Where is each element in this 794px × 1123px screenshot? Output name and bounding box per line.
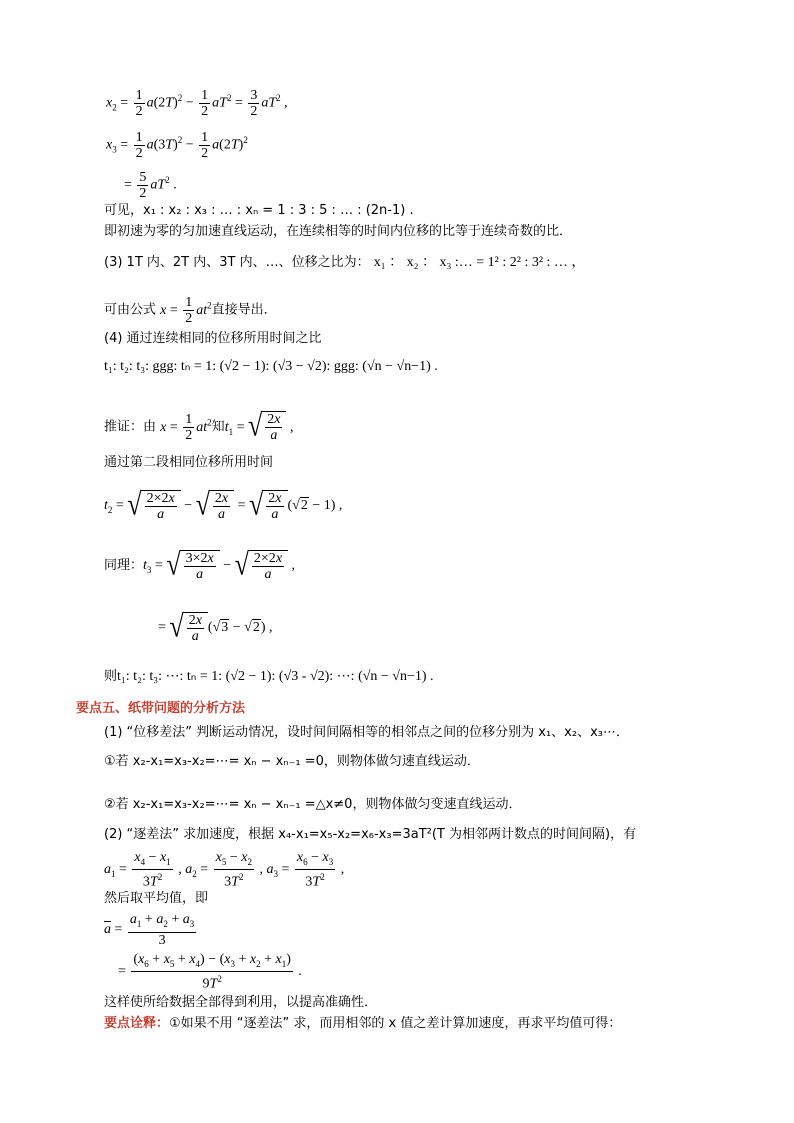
eq-a123: $a_1$ = $\frac{x_4 - x_1}{3T^2}$ , $a_2$ = $\frac{x_5 - x_2}{3T^2}$ , $a_3$ = $\frac{x_6 - x_3}{3T^2}$ , bbox=[104, 849, 345, 891]
precision-note: 这样使所给数据全部得到利用，以提高准确性． bbox=[104, 995, 378, 1010]
conclusion-ratio: 可见，x₁ : x₂ : x₃ : … : xₙ = 1 : 3 : 5 : … : (2n-1) . bbox=[104, 203, 414, 218]
displacement-diff-method: (1) “位移差法” 判断运动情况，设时间间隔相等的相邻点之间的位移分别为 x₁、x₂、x₃⋯． bbox=[104, 725, 629, 740]
average-intro: 然后取平均值，即 bbox=[104, 891, 209, 906]
final-ratio: 则t₁: t₂: t₃: ⋯: tₙ = 1: (√2 − 1): (√3 - √2): ⋯: (√n − √n−1) . bbox=[104, 669, 434, 684]
item3-text: (3) 1T 内、2T 内、3T 内、…、位移之比为： x₁ ： x₂ ： x₃ :… = 1² : 2² : 3² : … ， bbox=[104, 255, 586, 270]
proof-line: 推证：由 x = $\frac{1}{2}$ $at^2$知$t_1$ = √ $\frac{2x}{a}$ , bbox=[104, 408, 294, 444]
eq-avg: $\overline{a}$ = $\frac{a_1 + a_2 + a_3}{3}$ bbox=[104, 911, 195, 948]
eq-x2: $x_2$ = $\frac{1}{2}$ $a(2T)^2$ − $\frac{1}{2}$ $aT^2$ = $\frac{3}{2}$ $aT^2$ , bbox=[106, 87, 288, 119]
eq-x3-result: = $\frac{5}{2}$ $aT^2$ . bbox=[124, 169, 177, 201]
item3-formula: 可由公式 x = $\frac{1}{2}$ $at^2$直接导出． bbox=[104, 294, 277, 326]
eq-avg-expanded: = $\frac{(x_6 + x_5 + x_4) - (x_3 + x_2 + x_1)}{9T^2}$ . bbox=[118, 951, 302, 993]
item4-title: (4) 通过连续相同的位移所用时间之比 bbox=[104, 331, 322, 346]
eq-x3: $x_3$ = $\frac{1}{2}$ $a(3T)^2$ − $\frac{1}{2}$ $a(2T)^2$ bbox=[106, 129, 248, 161]
conclusion-odd: 即初速为零的匀加速直线运动，在连续相等的时间内位移的比等于连续奇数的比． bbox=[104, 224, 573, 239]
variable-motion-case: ②若 x₂-x₁=x₃-x₂=⋯= xₙ − xₙ₋₁ =△x≠0，则物体做匀变速直线运动． bbox=[104, 797, 522, 812]
uniform-motion-case: ①若 x₂-x₁=x₃-x₂=⋯= xₙ − xₙ₋₁ =0，则物体做匀速直线运动． bbox=[104, 754, 480, 769]
second-segment: 通过第二段相同位移所用时间 bbox=[104, 455, 274, 470]
item4-ratio: t₁: t₂: t₃: ggg: tₙ = 1: (√2 − 1): (√3 − √2): ggg: (√n − √n−1) . bbox=[104, 359, 438, 374]
successive-diff-method: (2) “逐差法” 求加速度，根据 x₄-x₁=x₅-x₂=x₆-x₃=3aT²(T 为相邻两计数点的时间间隔)，有 bbox=[104, 827, 637, 842]
eq-t2: $t_2$ = √ $\frac{2\times 2x}{a}$ − √ $\frac{2x}{a}$ = √ $\frac{2x}{a}$ (√2 − 1) , bbox=[104, 486, 343, 522]
key-note-label: 要点诠释： bbox=[104, 1016, 170, 1031]
eq-t3: 同理：$t_3$ = √ $\frac{3\times 2x}{a}$ − √ $\frac{2\times 2x}{a}$ , bbox=[104, 546, 296, 582]
eq-t3-result: = √ $\frac{2x}{a}$ (√3 − √2) , bbox=[158, 608, 273, 644]
section5-heading: 要点五、纸带问题的分析方法 bbox=[76, 701, 246, 716]
key-note: 要点诠释：①如果不用 “逐差法” 求，而用相邻的 x 值之差计算加速度，再求平均值可得： bbox=[104, 1016, 622, 1031]
